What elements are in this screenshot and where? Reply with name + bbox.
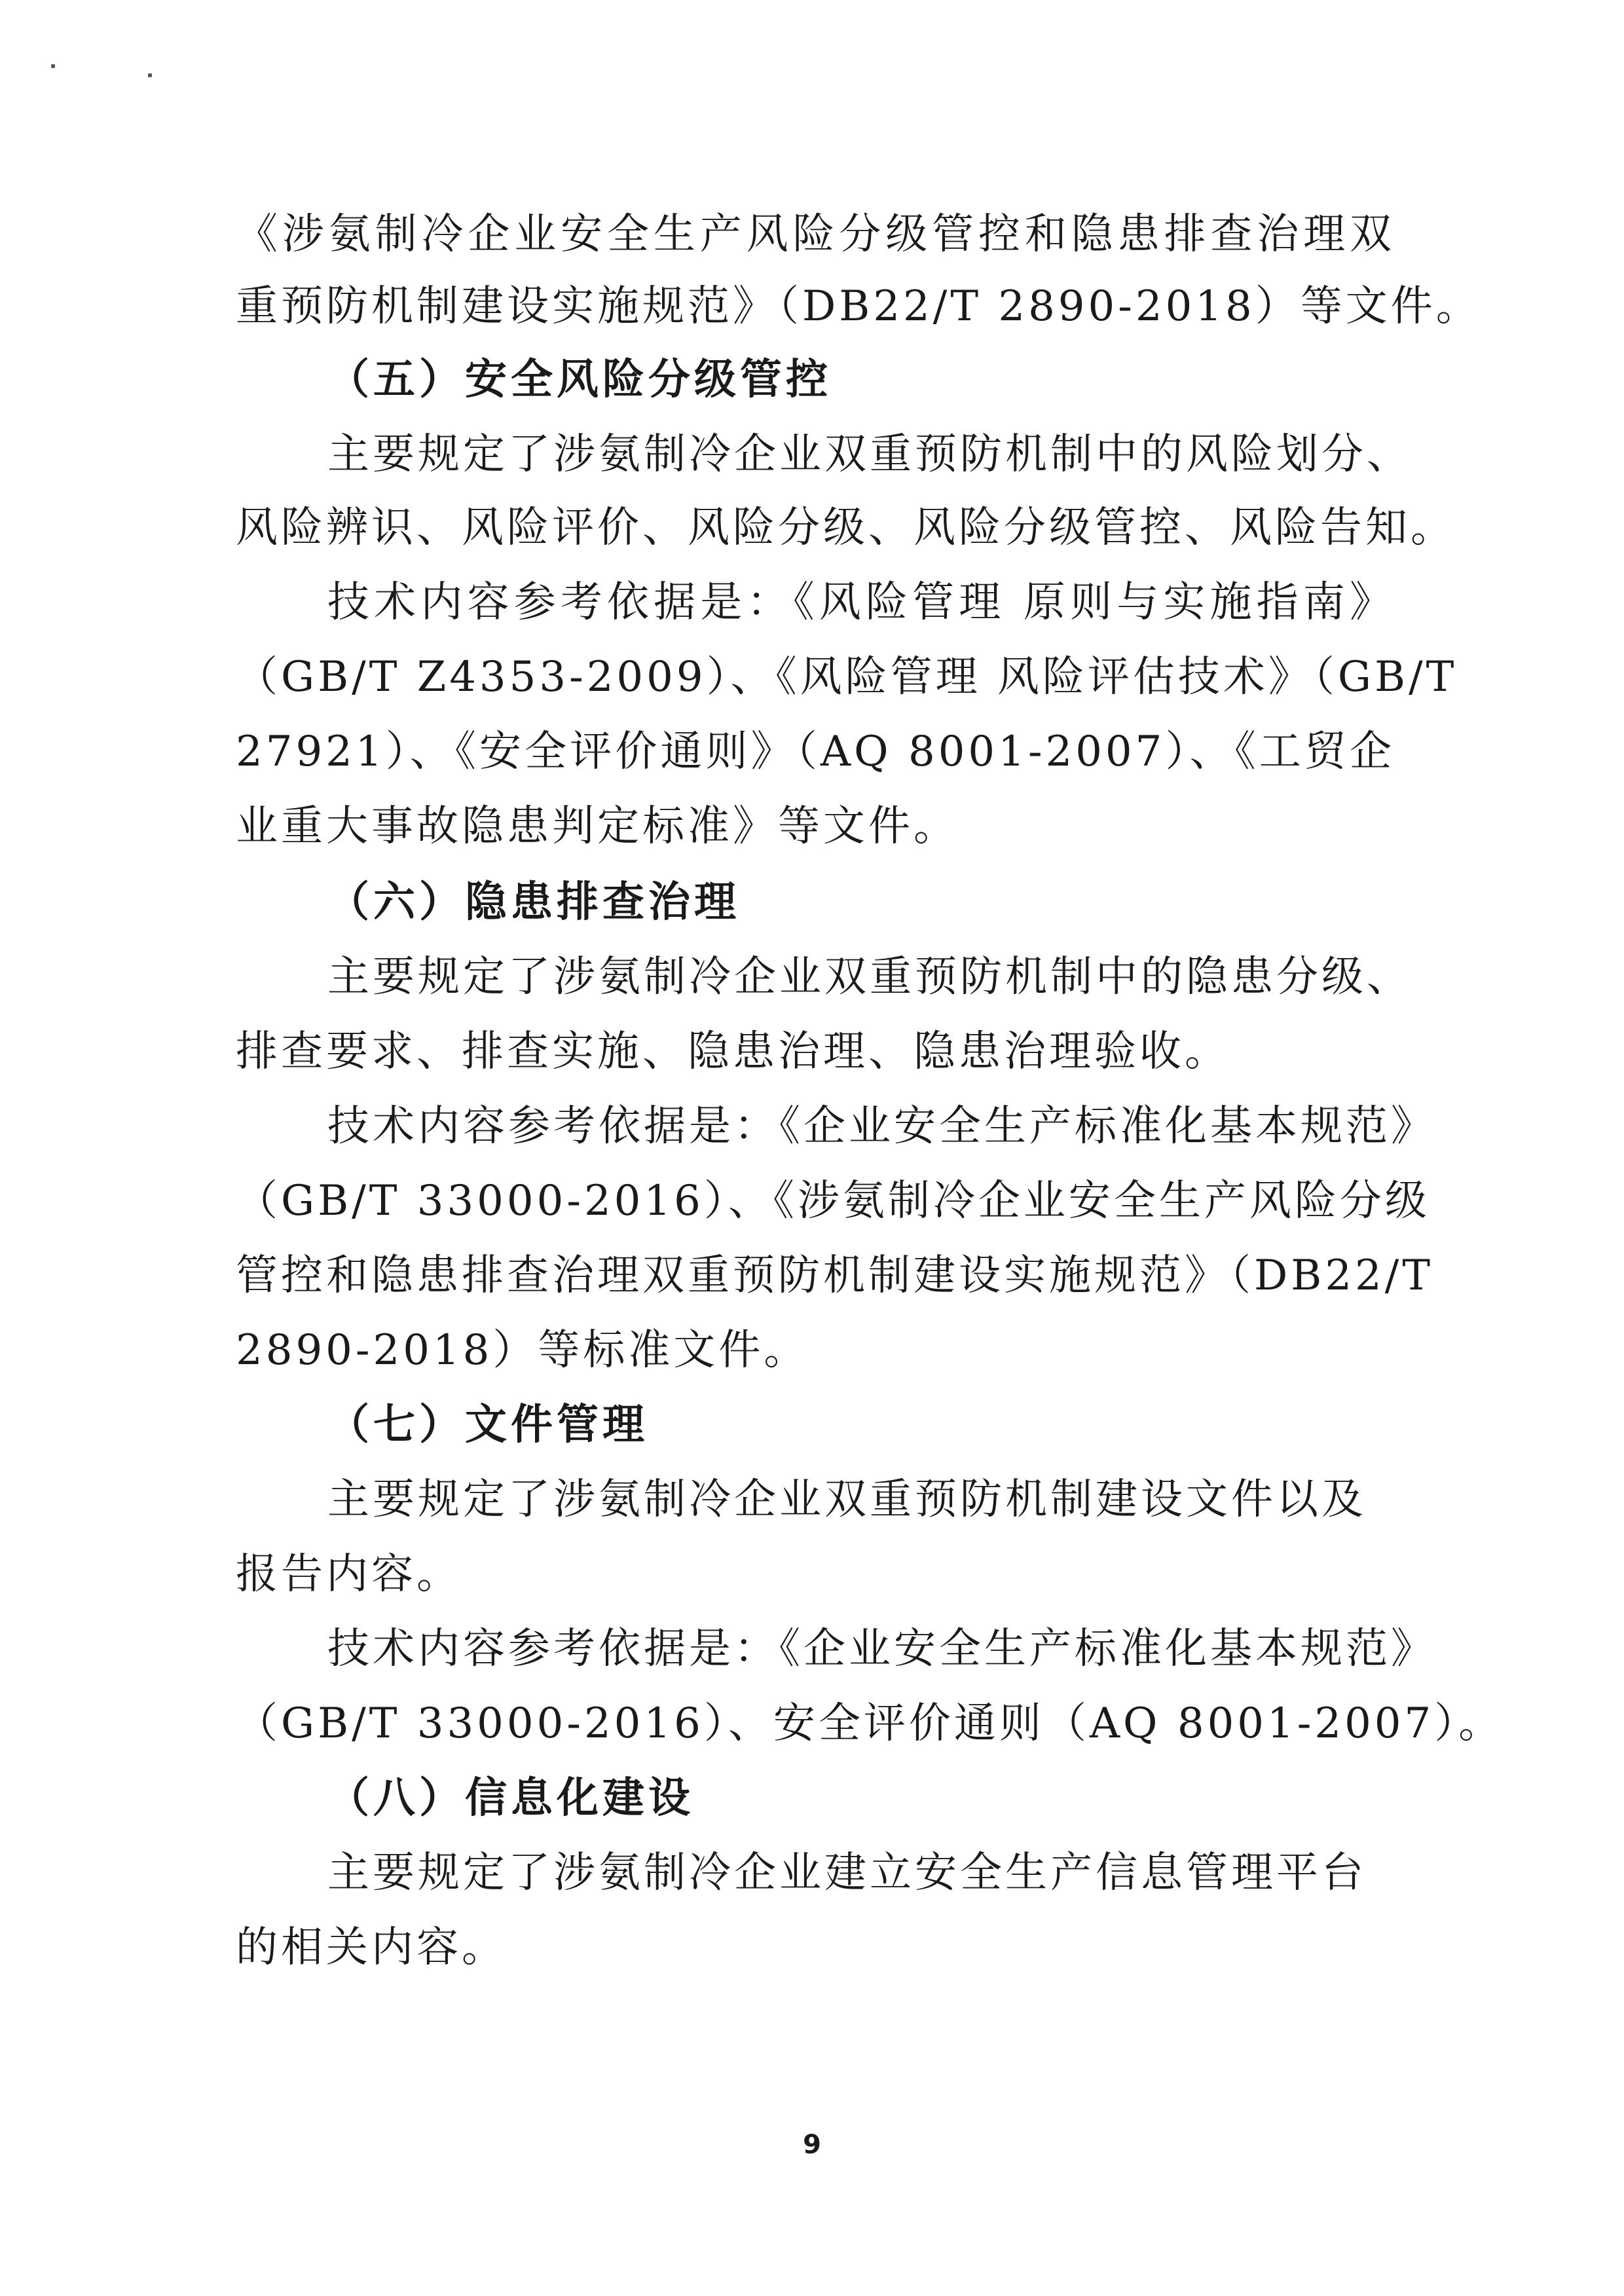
paragraph-line: 报告内容。: [236, 1550, 462, 1599]
paragraph-line: 主要规定了涉氨制冷企业双重预防机制中的风险划分、: [327, 430, 1412, 479]
paragraph-line: 主要规定了涉氨制冷企业建立安全生产信息管理平台: [327, 1849, 1367, 1897]
page-number: 9: [803, 2130, 821, 2160]
paragraph-line: 重预防机制建设实施规范》（DB22/T 2890-2018）等文件。: [236, 282, 1481, 331]
paragraph-line: （GB/T 33000-2016）、安全评价通则（AQ 8001-2007）。: [236, 1699, 1504, 1748]
paragraph-line: （GB/T Z4353-2009）、《风险管理 风险评估技术》（GB/T: [236, 653, 1458, 701]
paragraph-line: （GB/T 33000-2016）、《涉氨制冷企业安全生产风险分级: [236, 1177, 1430, 1225]
paragraph-line: 风险辨识、风险评价、风险分级、风险分级管控、风险告知。: [236, 504, 1456, 552]
paragraph-line: 主要规定了涉氨制冷企业双重预防机制建设文件以及: [327, 1475, 1367, 1524]
paragraph-line: 2890-2018）等标准文件。: [236, 1326, 809, 1375]
paragraph-line: 技术内容参考依据是：《企业安全生产标准化基本规范》: [327, 1102, 1436, 1151]
section-heading: （六）隐患排查治理: [327, 878, 740, 927]
paragraph-line: 排查要求、排查实施、隐患治理、隐患治理验收。: [236, 1028, 1230, 1076]
paragraph-line: 业重大事故隐患判定标准》等文件。: [236, 802, 959, 851]
scan-speck: [51, 64, 55, 68]
paragraph-line: 技术内容参考依据是：《风险管理 原则与实施指南》: [327, 578, 1395, 627]
paragraph-line: 主要规定了涉氨制冷企业双重预防机制中的隐患分级、: [327, 953, 1412, 1001]
scan-speck: [148, 73, 152, 77]
section-heading: （八）信息化建设: [327, 1773, 694, 1823]
paragraph-line: 的相关内容。: [236, 1923, 507, 1972]
paragraph-line: 《涉氨制冷企业安全生产风险分级管控和隐患排查治理双: [236, 210, 1395, 259]
section-heading: （七）文件管理: [327, 1400, 648, 1449]
paragraph-line: 27921）、《安全评价通则》（AQ 8001-2007）、《工贸企: [236, 728, 1395, 776]
section-heading: （五）安全风险分级管控: [327, 355, 832, 404]
paragraph-line: 管控和隐患排查治理双重预防机制建设实施规范》（DB22/T: [236, 1251, 1434, 1300]
paragraph-line: 技术内容参考依据是：《企业安全生产标准化基本规范》: [327, 1625, 1436, 1673]
